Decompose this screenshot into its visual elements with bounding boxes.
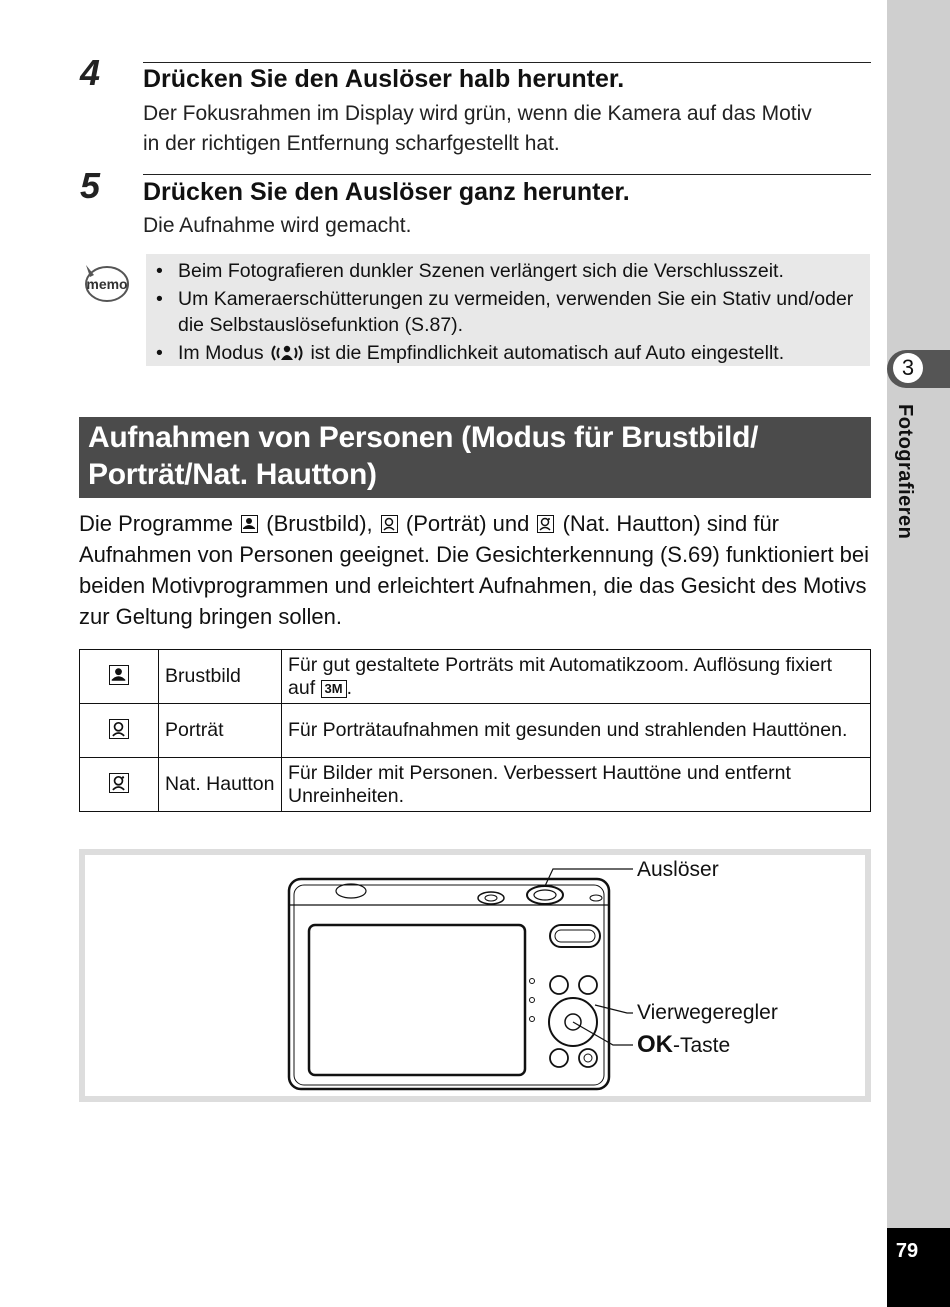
table-cell-icon: [80, 650, 159, 704]
step-text: Die Aufnahme wird gemacht.: [143, 214, 412, 237]
camera-figure: [79, 849, 871, 1102]
table-row: [80, 704, 871, 758]
portrait-bust-icon: [109, 665, 129, 685]
camera-figure-inner: [85, 855, 865, 1096]
intro-text: (Brustbild),: [260, 511, 379, 536]
step-divider: [143, 62, 871, 63]
table-cell-icon: [80, 704, 159, 758]
chapter-number: 3: [893, 353, 923, 383]
natural-skin-tone-icon: [537, 515, 554, 533]
natural-skin-tone-icon: [109, 773, 129, 793]
table-cell-name: Brustbild: [159, 650, 282, 704]
step-title: Drücken Sie den Auslöser halb herunter.: [143, 65, 625, 93]
intro-text: Die Programme: [79, 511, 240, 536]
resolution-badge: 3M: [321, 680, 347, 698]
ok-label-suffix: -Taste: [673, 1034, 731, 1057]
table-cell-name: Porträt: [159, 704, 282, 758]
portrait-bust-icon: [241, 515, 258, 533]
table-row: [80, 758, 871, 812]
description-text: Für gut gestaltete Porträts mit Automatikzoom. Auflösung fixiert auf: [288, 653, 833, 699]
mode-table: [79, 649, 871, 812]
table-row: [80, 650, 871, 704]
description-text: .: [346, 676, 353, 699]
chapter-label: Fotografieren: [894, 404, 916, 540]
table-cell-name: Nat. Hautton: [159, 758, 282, 812]
section-title-line: Porträt/Nat. Hautton): [88, 458, 377, 491]
memo-list: [146, 254, 870, 369]
memo-item: [146, 340, 870, 369]
memo-item: • Um Kameraerschütterungen zu vermeiden, verwenden Sie ein Stativ und/oder die Selbstauslösefunktion (S.87).: [146, 286, 870, 338]
portrait-icon: [381, 515, 398, 533]
memo-box: [146, 254, 870, 366]
table-cell-description: Für Porträtaufnahmen mit gesunden und strahlenden Hauttönen.: [282, 704, 871, 758]
page-number-box: [887, 1228, 950, 1307]
intro-paragraph: [79, 508, 874, 632]
step-text-line: in der richtigen Entfernung scharfgestellt hat.: [143, 132, 560, 155]
callout-four-way-controller: Vierwegeregler: [637, 1001, 778, 1024]
memo-item-text: Im Modus: [178, 342, 270, 364]
table-cell-description: [282, 650, 871, 704]
intro-text: (Porträt) und: [399, 511, 536, 536]
table-cell-description: Für Bilder mit Personen. Verbessert Hauttöne und entfernt Unreinheiten.: [282, 758, 871, 812]
section-header: [79, 417, 871, 498]
section-title: [79, 417, 871, 495]
callout-ok-button: [637, 1031, 730, 1059]
portrait-icon: [109, 719, 129, 739]
motion-mode-icon: [269, 343, 305, 369]
memo-item: • Beim Fotografieren dunkler Szenen verlängert sich die Verschlusszeit.: [146, 258, 870, 284]
section-title-line: Aufnahmen von Personen (Modus für Brustbild/: [88, 421, 759, 454]
memo-item-text: ist die Empfindlichkeit automatisch auf Auto eingestellt.: [305, 342, 785, 364]
ok-label: OK: [637, 1031, 673, 1058]
callout-shutter-release: Auslöser: [637, 858, 719, 881]
chapter-side-strip: [887, 0, 950, 1307]
step-text: [143, 99, 812, 159]
table-cell-icon: [80, 758, 159, 812]
memo-icon: [82, 261, 130, 303]
page-number: 79: [895, 1240, 919, 1262]
step-divider: [143, 174, 871, 175]
step-title: Drücken Sie den Auslöser ganz herunter.: [143, 178, 630, 206]
svg-text:memo: memo: [86, 276, 128, 292]
step-text-line: Der Fokusrahmen im Display wird grün, wenn die Kamera auf das Motiv: [143, 102, 812, 125]
step-number: 4: [80, 52, 101, 93]
camera-back-illustration: [85, 855, 865, 1096]
step-number: 5: [80, 165, 101, 206]
intro-text: (Nat. Hautton) sind für Aufnahmen von Personen geeignet. Die Gesichterkennung (S.69) funktioniert bei beiden Motivprogrammen und erleichtert Aufnahmen, die das Gesicht des Motivs zur Geltung bringen sollen.: [79, 511, 870, 629]
